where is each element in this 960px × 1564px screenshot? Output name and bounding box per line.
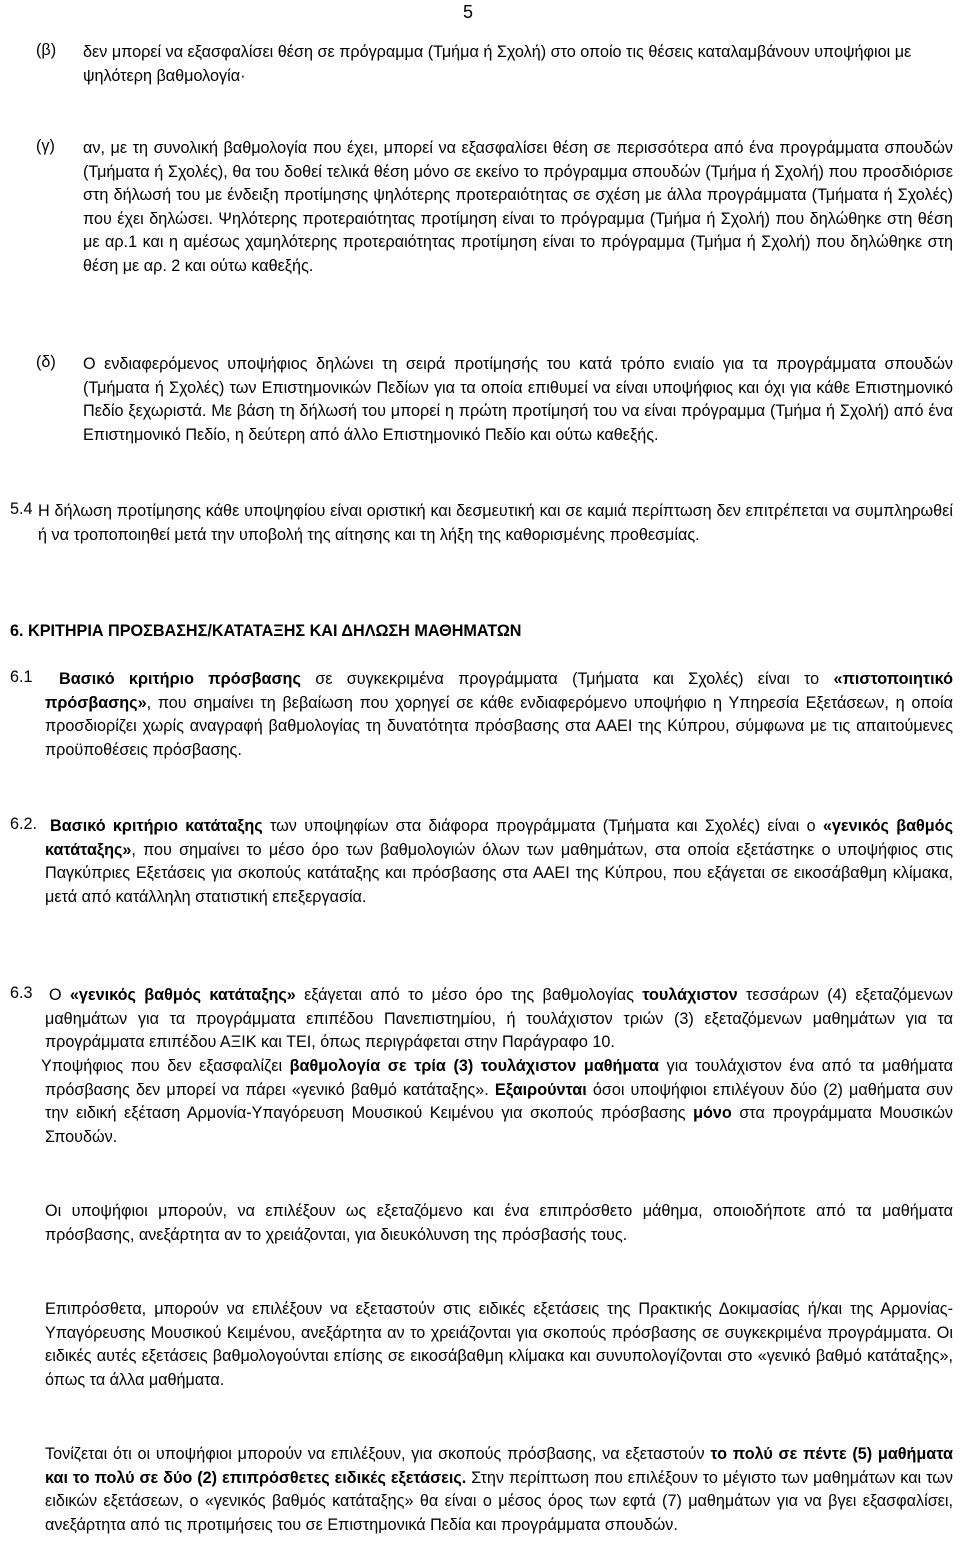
text-6-3-c: τεσσάρων (4) εξεταζόμενων μαθημάτων για τα προγράμματα επιπέδου Πανεπιστημίου, ή τουλάχιστον τριών (3) εξεταζόμενων μαθημάτων για τα προγράμματα επιπέδου ΑΞΙΚ και ΤΕΙ, όπως περιγράφεται στην Παράγραφο 10.	[45, 986, 953, 1051]
p4-text-b: Στην περίπτωση που επιλέξουν το μέγιστο των μαθημάτων και των ειδικών εξετάσεων, ο «γενικός βαθμός κατάταξης» θα είναι ο μέσος όρος των εφτά (7) μαθημάτων για να βγει εξασφαλίσει, ανεξάρτητα από τις προτιμήσεις του σε Επιστημονικά Πεδία και προγράμματα σπουδών.	[45, 1468, 953, 1534]
section-number-6-2: 6.2.	[10, 815, 38, 833]
p1-text-a: Υποψήφιος που δεν εξασφαλίζει	[41, 1057, 290, 1075]
section-heading-6: 6. ΚΡΙΤΗΡΙΑ ΠΡΟΣΒΑΣΗΣ/ΚΑΤΑΤΑΞΗΣ ΚΑΙ ΔΗΛΩΣΗ ΜΑΘΗΜΑΤΩΝ	[10, 622, 522, 640]
section-number-6-3: 6.3	[10, 984, 33, 1002]
term-general-ranking-grade-2: «γενικός βαθμός κατάταξης»	[69, 986, 296, 1004]
paragraph-additional-subject: Οι υποψήφιοι μπορούν, να επιλέξουν ως εξεταζόμενο και ένα επιπρόσθετο μάθημα, οποιοδήποτε από τα μαθήματα πρόσβασης, ανεξάρτητα αν το χρειάζονται, για διευκόλυνση της πρόσβασής τους.	[45, 1202, 953, 1244]
paragraph-special-exams: Επιπρόσθετα, μπορούν να επιλέξουν να εξεταστούν στις ειδικές εξετάσεις της Πρακτικής Δοκιμασίας ή/και της Αρμονίας-Υπαγόρευσης Μουσικού Κειμένου, ανεξάρτητα αν το χρειάζονται για σκοπούς πρόσβασης σε συγκεκριμένα προγράμματα. Οι ειδικές αυτές εξετάσεις βαθμολογούνται επίσης σε εικοσάβαθμη κλίμακα και συνυπολογίζονται στο «γενικό βαθμό κατάταξης», όπως τα άλλα μαθήματα.	[45, 1300, 953, 1389]
text-6-1-b: , που σημαίνει τη βεβαίωση που χορηγεί σε κάθε ενδιαφερόμενο υποψήφιο η Υπηρεσία Εξετάσεων, η οποία προσδιορίζει χωρίς αναγραφή βαθμολογίας τη δυνατότητα πρόσβασης στα ΑΑΕΙ της Κύπρου, σύμφωνα με τις απαιτούμενες προϋποθέσεις πρόσβασης.	[45, 693, 953, 759]
term-general-ranking-grade: «γενικός βαθμός κατάταξης»	[45, 817, 953, 859]
item-label-g: (γ)	[36, 137, 55, 155]
text-6-3-b: εξάγεται από το μέσο όρο της βαθμολογίας	[295, 986, 643, 1004]
p1-bold-b: Εξαιρούνται	[494, 1080, 587, 1099]
section-number-6-1: 6.1	[10, 668, 33, 686]
section-text-6-3	[45, 984, 953, 1055]
paragraph-minimum-subjects	[41, 1055, 953, 1149]
item-label-b: (β)	[36, 41, 57, 59]
section-text-6-1	[45, 668, 953, 762]
p4-text-a: Τονίζεται ότι οι υποψήφιοι μπορούν να επιλέξουν, για σκοπούς πρόσβασης, να εξεταστούν	[45, 1445, 711, 1463]
term-at-least: τουλάχιστον	[642, 986, 738, 1004]
term-ranking-criterion: Βασικό κριτήριο κατάταξης	[50, 817, 263, 835]
p1-text-c: όσοι υποψήφιοι επιλέγουν δύο (2) μαθήματα συν την ειδική εξέταση Αρμονία-Υπαγόρευση Μουσικού Κειμένου για σκοπούς πρόσβασης	[45, 1080, 953, 1122]
paragraph-maximum-subjects	[45, 1443, 953, 1537]
item-text-g: αν, με τη συνολική βαθμολογία που έχει, μπορεί να εξασφαλίσει θέση σε περισσότερα από ένα προγράμματα σπουδών (Τμήματα ή Σχολές), θα του δοθεί τελικά θέση μόνο σε εκείνο το πρόγραμμα σπουδών (Τμήμα ή Σχολή) που προσδιόρισε στη δήλωσή του με ένδειξη προτίμησης ψηλότερης προτεραιότητας σε σχέση με άλλα προγράμματα (Τμήματα ή Σχολές) που έχει δηλώσει. Ψηλότερης προτεραιότητας προτίμηση είναι το πρόγραμμα (Τμήμα ή Σχολή) που δηλώθηκε στη θέση με αρ.1 και η αμέσως χαμηλότερης προτεραιότητας προτίμηση είναι το πρόγραμμα (Τμήμα ή Σχολή) που δηλώθηκε στη θέση με αρ. 2 και ούτω καθεξής.	[83, 139, 953, 275]
p1-bold-c: μόνο	[693, 1104, 732, 1122]
p1-text-b: για τουλάχιστον ένα από τα μαθήματα πρόσβασης δεν μπορεί να πάρει «γενικό βαθμό κατάταξης».	[45, 1057, 953, 1099]
text-6-2-a: των υποψηφίων στα διάφορα προγράμματα (Τμήματα και Σχολές) είναι ο	[262, 817, 823, 835]
text-6-2-b: , που σημαίνει το μέσο όρο των βαθμολογιών όλων των μαθημάτων, στα οποία εξετάστηκε ο υποψήφιος στις Παγκύπριες Εξετάσεις για σκοπούς κατάταξης και πρόσβασης στα ΑΑΕΙ της Κύπρου, που εξάγεται σε εικοσάβαθμη κλίμακα, μετά από κατάλληλη στατιστική επεξεργασία.	[45, 840, 953, 906]
term-access-certificate: «πιστοποιητικό πρόσβασης»	[45, 670, 953, 712]
section-5-4-sentence: Η δήλωση προτίμησης κάθε υποψηφίου είναι οριστική και δεσμευτική και σε καμιά περίπτωση δεν επιτρέπεται να συμπληρωθεί ή να τροποποιηθεί μετά την υποβολή της αίτησης και τη λήξη της καθορισμένης προθεσμίας.	[38, 502, 953, 544]
page-number: 5	[463, 2, 474, 22]
text-6-3-a: Ο	[49, 986, 70, 1004]
section-number-5-4: 5.4	[10, 500, 33, 518]
section-text-6-2	[45, 815, 953, 909]
item-text-d: Ο ενδιαφερόμενος υποψήφιος δηλώνει τη σειρά προτίμησής του κατά τρόπο ενιαίο για τα προγράμματα σπουδών (Τμήματα ή Σχολές) των Επιστημονικών Πεδίων για τα οποία επιθυμεί να είναι υποψήφιος και όχι για κάθε Επιστημονικό Πεδίο ξεχωριστά. Με βάση τη δήλωσή του μπορεί η πρώτη προτίμησή του να είναι πρόγραμμα (Τμήμα ή Σχολή) από ένα Επιστημονικό Πεδίο, η δεύτερη από άλλο Επιστημονικό Πεδίο και ούτω καθεξής.	[83, 355, 953, 444]
p4-bold-a: το πολύ σε πέντε (5) μαθήματα και το πολύ σε δύο (2) επιπρόσθετες ειδικές εξετάσεις.	[45, 1445, 953, 1487]
item-text-b: δεν μπορεί να εξασφαλίσει θέση σε πρόγραμμα (Τμήμα ή Σχολή) στο οποίο τις θέσεις καταλαμβάνουν υποψήφιοι με ψηλότερη βαθμολογία·	[83, 43, 912, 85]
p1-bold-a: βαθμολογία σε τρία (3) τουλάχιστον μαθήματα	[289, 1057, 659, 1075]
item-label-d: (δ)	[36, 353, 56, 371]
term-access-criterion: Βασικό κριτήριο πρόσβασης	[59, 670, 301, 688]
p1-text-d: στα προγράμματα Μουσικών Σπουδών.	[45, 1104, 953, 1146]
section-text-5-4	[38, 500, 953, 547]
text-6-1-a: σε συγκεκριμένα προγράμματα (Τμήματα και Σχολές) είναι το	[300, 670, 834, 688]
